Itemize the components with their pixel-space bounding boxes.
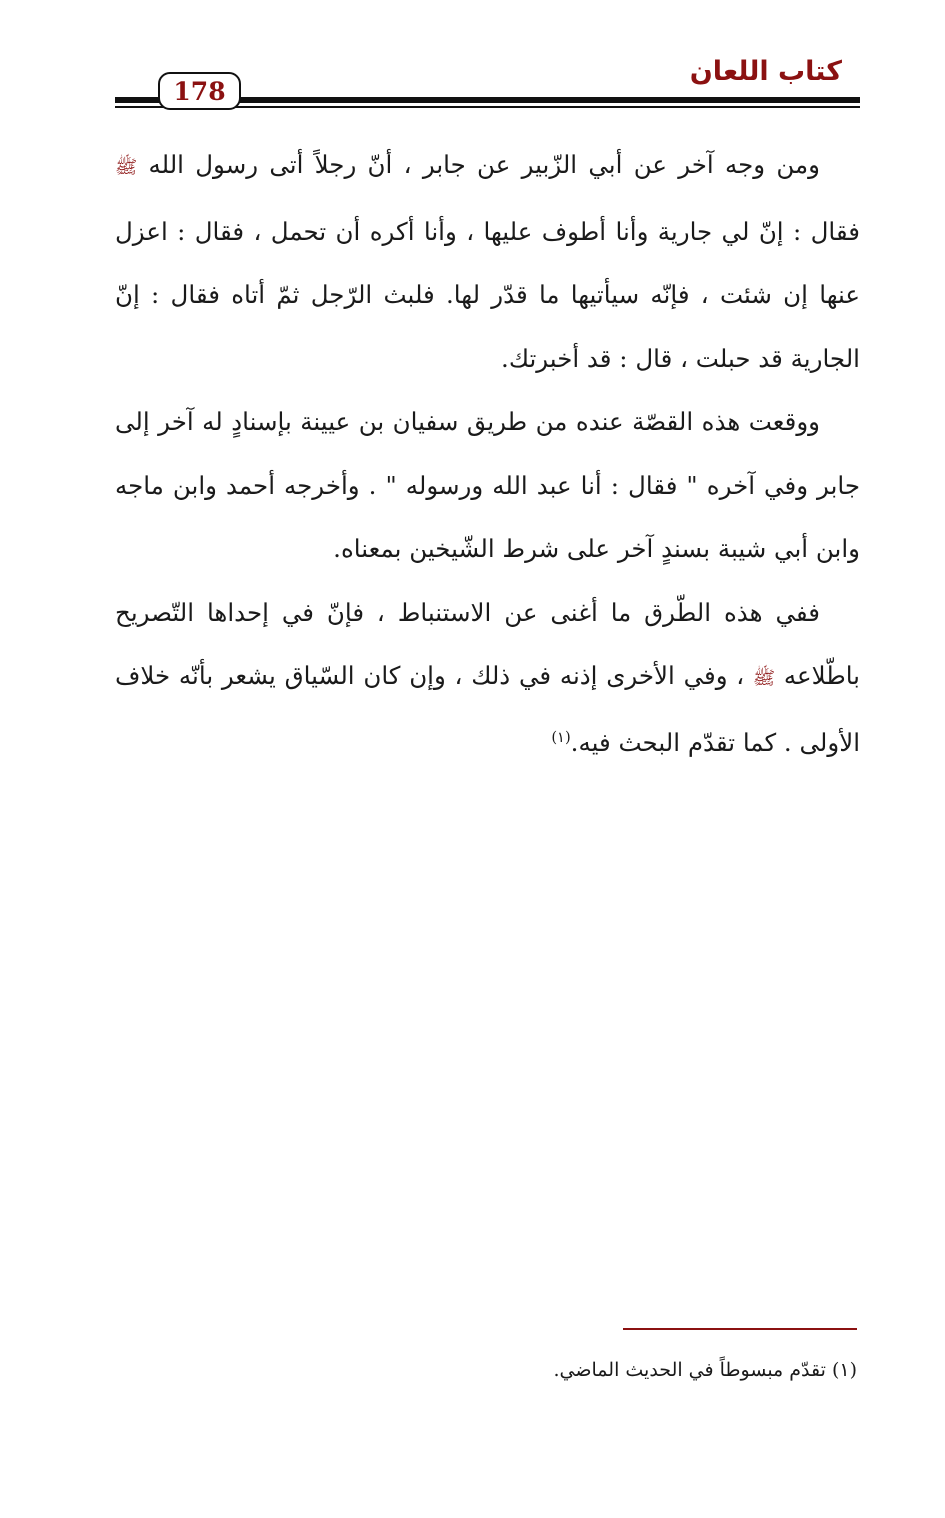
- paragraph-3-text-b: ، وفي الأخرى إذنه في ذلك ، وإن كان السّياق يشعر بأنّه خلاف الأولى . كما تقدّم البحث فيه.: [115, 661, 860, 757]
- page-number: 178: [173, 76, 226, 106]
- main-text: [115, 133, 860, 774]
- footnote-ref: (١): [551, 728, 571, 746]
- paragraph-1-text-a: ومن وجه آخر عن أبي الزّبير عن جابر ، أنّ رجلاً أتى رسول الله: [137, 150, 820, 179]
- paragraph-1-text-b: فقال : إنّ لي جارية وأنا أطوف عليها ، وأنا أكره أن تحمل ، فقال : اعزل عنها إن شئت ، فإنّه سيأتيها ما قدّر لها. فلبث الرّجل ثمّ أتاه فقال : إنّ الجارية قد حبلت ، قال : قد أخبرتك.: [115, 216, 860, 373]
- honorific-glyph: ﷺ: [115, 157, 138, 178]
- honorific-glyph: ﷺ: [752, 668, 776, 689]
- book-title: كتاب اللعان: [689, 56, 842, 87]
- page-header: [115, 50, 860, 120]
- page-number-badge: [158, 72, 241, 110]
- paragraph-2: ووقعت هذه القصّة عنده من طريق سفيان بن عيينة بإسنادٍ له آخر إلى جابر وفي آخره " فقال : أنا عبد الله ورسوله " . وأخرجه أحمد وابن ماجه وابن أبي شيبة بسندٍ آخر على شرط الشّيخين بمعناه.: [115, 407, 860, 563]
- footnote-1: (١) تقدّم مبسوطاً في الحديث الماضي.: [553, 1359, 857, 1381]
- paragraph-3: [115, 581, 860, 775]
- paragraph-1: [115, 133, 860, 390]
- footnote-divider: [623, 1328, 857, 1330]
- paragraph-3-text-a: ففي هذه الطّرق ما أغنى عن الاستنباط ، فإنّ في إحداها التّصريح باطّلاعه: [115, 597, 860, 690]
